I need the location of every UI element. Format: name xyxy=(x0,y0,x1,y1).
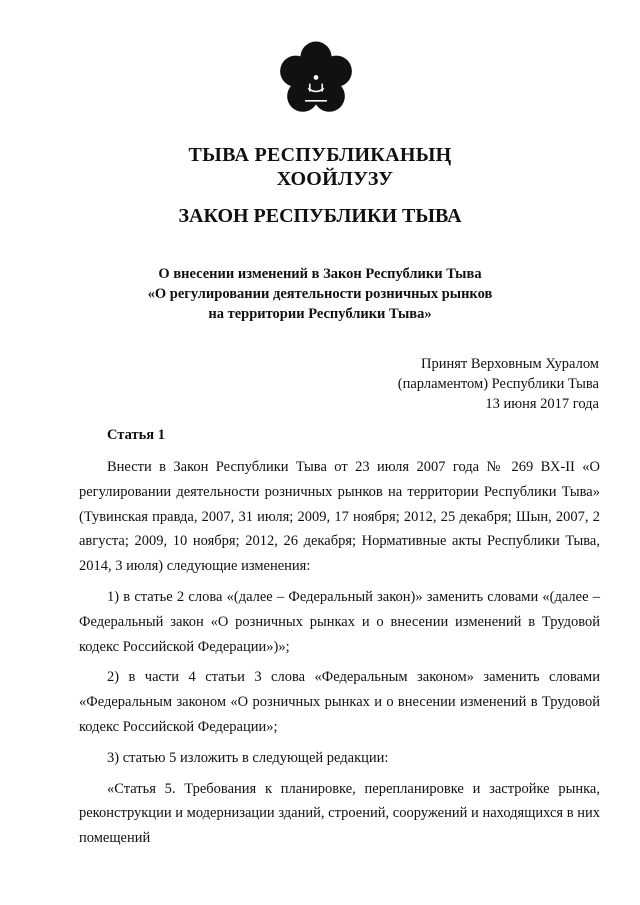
adoption-line2: (парламентом) Республики Тыва xyxy=(397,376,599,392)
tuvan-law-title xyxy=(0,143,640,191)
adoption-line1: Принят Верховным Хуралом xyxy=(421,356,599,372)
russian-law-title: ЗАКОН РЕСПУБЛИКИ ТЫВА xyxy=(178,205,462,227)
law-subject xyxy=(0,264,640,324)
adoption-block xyxy=(398,354,599,414)
subject-line2: «О регулировании деятельности розничных рынков xyxy=(147,286,493,302)
adoption-date: 13 июня 2017 года xyxy=(485,396,599,412)
tuvan-title-line1: ТЫВА РЕСПУБЛИКАНЫҢ xyxy=(188,144,452,166)
article-paragraph: 3) статью 5 изложить в следующей редакции: xyxy=(107,749,389,766)
subject-line3: на территории Республики Тыва» xyxy=(208,306,432,322)
article-paragraph: «Статья 5. Требования к планировке, перепланировке и застройке рынка, реконструкции и модернизации зданий, строений, сооружений и находящихся в них помещений xyxy=(79,780,600,847)
tuvan-title-line2: ХООЙЛУЗУ xyxy=(276,168,394,190)
article-heading: Статья 1 xyxy=(107,427,165,443)
article-body xyxy=(79,455,600,857)
article-paragraph: Внести в Закон Республики Тыва от 23 июля 2007 года № 269 ВХ-II «О регулировании деятельности розничных рынков на территории Республики Тыва» (Тувинская правда, 2007, 31 июля; 2009, 17 ноября; 2012, 25 декабря; Шын, 2007, 2 августа; 2009, 10 ноября; 2012, 26 декабря; Нормативные акты Республики Тыва, 2014, 3 июля) следующие изменения: xyxy=(79,459,600,575)
tuva-coat-of-arms-icon xyxy=(277,40,355,118)
article-paragraph: 1) в статье 2 слова «(далее – Федеральный закон)» заменить словами «(далее – Федеральный закон «О розничных рынках и о внесении изменений в Трудовой кодекс Российской Федерации»)»; xyxy=(79,588,600,655)
subject-line1: О внесении изменений в Закон Республики Тыва xyxy=(158,266,482,282)
article-paragraph: 2) в части 4 статьи 3 слова «Федеральным законом» заменить словами «Федеральным законом «О розничных рынках и о внесении изменений в Трудовой кодекс Российской Федерации»; xyxy=(79,669,600,735)
